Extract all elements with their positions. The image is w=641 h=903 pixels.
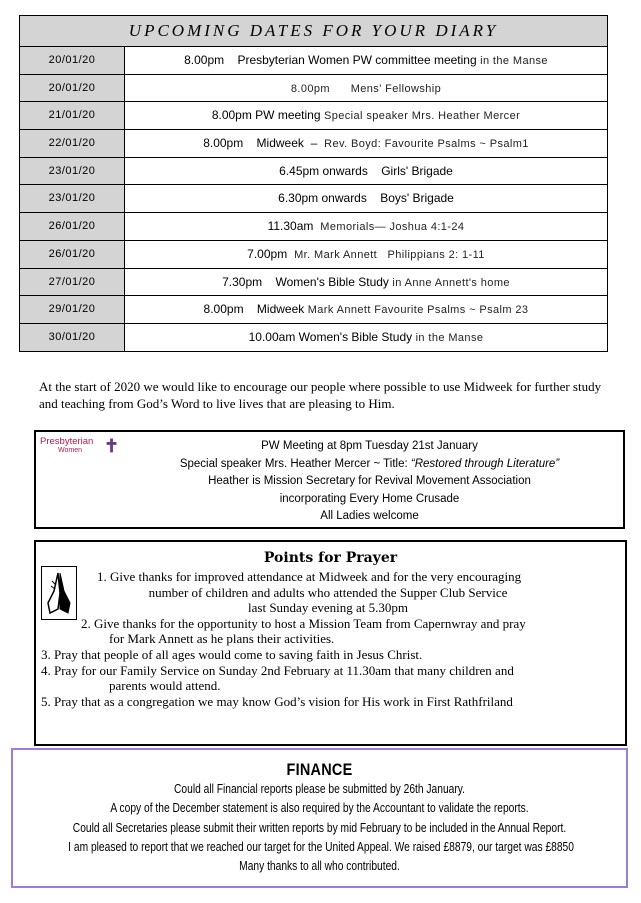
diary-row [20,269,607,297]
presbyterian-women-logo [40,436,118,470]
diary-date: 27/01/20 [20,269,125,296]
event-detail: Memorials— Joshua 4:1-24 [313,221,465,234]
prayer-line: number of children and adults who attended the Supper Club Service [148,584,508,600]
diary-row [20,158,607,186]
event-main: 11.30am [267,219,314,234]
logo-text: Presbyterian [40,436,94,447]
diary-event [125,241,607,268]
event-main: 8.00pm PW meeting [211,108,321,123]
event-main: 6.30pm onwards Boys' Brigade [278,191,454,206]
diary-date: 22/01/20 [20,130,125,157]
diary-row [20,324,607,351]
event-main: 10.00am Women's Bible Study [248,329,413,344]
event-detail: Mr. Mark Annett Philippians 2: 1-11 [287,248,485,261]
diary-event [125,269,607,296]
diary-date: 23/01/20 [20,158,125,185]
prayer-line: 5. Pray that as a congregation we may know God’s vision for His work in First Rathfriland [41,693,513,709]
diary-row [20,185,607,213]
pw-line-2b: “Restored through Literature” [410,457,560,470]
pw-line-2 [126,456,613,474]
diary-date: 29/01/20 [20,296,125,323]
event-detail: 8.00pm Mens' Fellowship [290,82,442,95]
diary-row [20,241,607,269]
diary-date: 21/01/20 [20,102,125,129]
diary-row [20,102,607,130]
diary-date: 26/01/20 [20,213,125,240]
event-main: 7.30pm Women's Bible Study [222,274,389,289]
event-detail: Special speaker Mrs. Heather Mercer [320,110,521,123]
logo-sub: Women [58,447,82,454]
event-main: 7.00pm [247,246,288,261]
pw-line-3: Heather is Mission Secretary for Revival Movement Association [208,475,531,487]
diary-event [125,185,607,212]
diary-date: 23/01/20 [20,185,125,212]
event-main: 8.00pm Midweek [203,302,305,317]
event-detail: Rev. Boyd: Favourite Psalms ~ Psalm1 [317,138,529,151]
pw-meeting-box [34,430,625,529]
pw-line-2a: Special speaker Mrs. Heather Mercer ~ Title: [179,457,411,470]
prayer-line: parents would attend. [109,678,221,694]
diary-table [19,15,608,352]
finance-box [11,748,628,888]
diary-row [20,75,607,103]
pw-line-4: incorporating Every Home Crusade [279,492,460,505]
diary-row [20,47,607,75]
event-detail: in the Manse [476,55,548,67]
diary-row [20,213,607,241]
intro-paragraph: At the start of 2020 we would like to encourage our people where possible to use Midweek for further study and teaching from God’s Word to live lives that are pleasing to Him. [39,379,602,411]
diary-row [20,130,607,158]
finance-line: Could all Secretaries please submit their written reports by mid February to be included in the Annual Report. [72,820,567,835]
prayer-line: 3. Pray that people of all ages would come to saving faith in Jesus Christ. [41,646,423,662]
finance-line: A copy of the December statement is also required by the Accountant to validate the reports. [110,801,529,816]
prayer-line: for Mark Annett as he plans their activities. [109,631,335,647]
cross-icon: ✝ [104,436,120,456]
diary-date: 30/01/20 [20,324,125,351]
finance-line: I am pleased to report that we reached our target for the United Appeal. We raised £8879, our target was £8850 [68,839,574,854]
pw-line-5: All Ladies welcome [320,510,419,522]
prayer-title: Points for Prayer [263,550,398,566]
diary-title: UPCOMING DATES FOR YOUR DIARY [20,16,607,47]
prayer-box [34,540,627,746]
diary-date: 20/01/20 [20,75,125,102]
diary-date: 20/01/20 [20,47,125,74]
finance-line: Many thanks to all who contributed. [239,859,400,874]
event-main: 8.00pm Presbyterian Women PW committee meeting [184,53,477,67]
event-detail: in Anne Annett's home [388,276,510,289]
finance-line: Could all Financial reports please be submitted by 26th January. [174,782,465,796]
diary-event [125,47,607,74]
prayer-line: 1. Give thanks for improved attendance at Midweek and for the very encouraging [97,569,522,584]
diary-event [125,324,607,351]
diary-date: 26/01/20 [20,241,125,268]
event-main: 8.00pm Midweek – [203,136,318,151]
finance-title: FINANCE [286,760,353,779]
event-main: 6.45pm onwards Girls' Brigade [279,163,453,178]
prayer-line: 4. Pray for our Family Service on Sunday 2nd February at 11.30am that many children and [41,662,514,678]
prayer-line: 2. Give thanks for the opportunity to host a Mission Team from Capernwray and pray [81,615,526,631]
diary-event [125,296,607,323]
pw-line-1: PW Meeting at 8pm Tuesday 21st January [261,440,478,452]
diary-event [125,213,607,240]
diary-event [125,102,607,129]
event-detail: in the Manse [412,331,484,344]
diary-row [20,296,607,324]
diary-event [125,130,607,157]
diary-rows [20,47,607,351]
prayer-line: last Sunday evening at 5.30pm [248,600,408,616]
diary-event [125,158,607,185]
pw-meeting-text [126,438,613,526]
diary-event [125,75,607,102]
event-detail: Mark Annett Favourite Psalms ~ Psalm 23 [304,304,529,317]
prayer-list [41,569,615,709]
